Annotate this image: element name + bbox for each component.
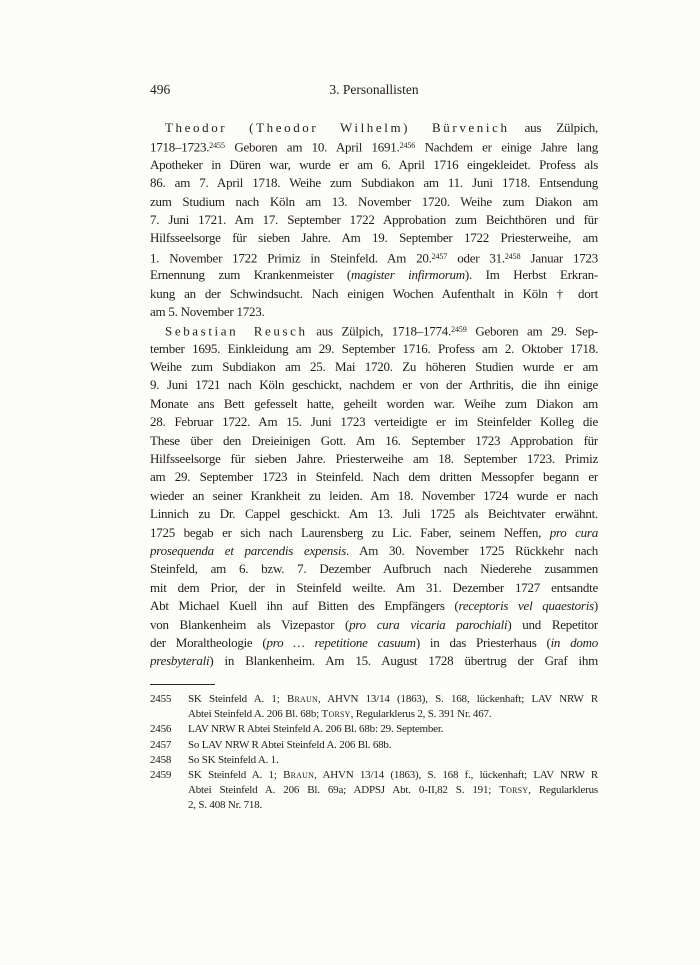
italic-latin-phrase: receptoris vel quaestoris (458, 598, 594, 614)
text-line (188, 692, 598, 707)
text-run: Ernennung zum Krankenmeister ( (150, 267, 351, 283)
footnote-text (188, 738, 598, 753)
text-line (150, 229, 598, 247)
text-run: So LAV NRW R Abtei Steinfeld A. 206 Bl. 68b. (188, 738, 392, 751)
text-run: kung an der Schwindsucht. Nach einigen Wochen Aufenthalt in Köln † dort (150, 285, 598, 301)
footnote-number: 2459 (150, 768, 172, 781)
text-line (188, 768, 598, 783)
person-name-letterspaced: Sebastian Reusch (165, 323, 308, 339)
text-run: 28. Februar 1722. Am 15. Juni 1723 verteidigte er im Steinfelder Kolleg die (150, 414, 598, 430)
footnote-2457 (150, 738, 598, 753)
text-run: Linnich zu Dr. Cappel geschickt. Am 13. Juli 1725 als Beichtvater erwähnt. (150, 506, 598, 522)
italic-latin-phrase: magister infirmorum (351, 267, 465, 283)
text-line (150, 597, 598, 615)
text-line (150, 340, 598, 358)
running-title: 3. Personallisten (329, 82, 419, 97)
text-run: Abtei Steinfeld A. 206 Bl. 69a; ADPSJ Abt. 0-II,82 S. 191; (188, 784, 500, 797)
text-line (150, 395, 598, 413)
text-line (150, 119, 598, 137)
text-line (150, 542, 598, 560)
text-line (150, 248, 598, 266)
text-run: Monate ans Bett gefesselt hatte, geheilt worden war. Weihe zum Diakon am (150, 395, 598, 411)
text-line (150, 174, 598, 192)
text-run: ) und Repetitor (507, 616, 598, 632)
footnote-text (188, 768, 598, 814)
footnote-text (188, 753, 598, 768)
text-line (188, 783, 598, 798)
text-run: Geboren am 29. Sep- (466, 323, 598, 339)
text-run: , Regularklerus 2, S. 391 Nr. 467. (350, 708, 492, 721)
text-line (150, 376, 598, 394)
text-run: Hilfsseelsorge für sieben Jahre. Priesterweihe am 18. September 1723. Primiz (150, 451, 598, 467)
text-run: ). Im Herbst Erkran- (464, 267, 598, 283)
text-run: 7. Juni 1721. Am 17. September 1722 Approbation zum Beichthören und für (150, 211, 598, 227)
text-line (188, 798, 598, 813)
footnote-number: 2458 (150, 753, 172, 766)
text-run: der Moraltheologie ( (150, 634, 267, 650)
italic-latin-phrase: pro cura (549, 524, 598, 540)
text-line (150, 413, 598, 431)
footnote-separator-rule (150, 684, 215, 685)
text-run: Abtei Steinfeld A. 206 Bl. 68b; (188, 708, 322, 721)
text-run: ) (593, 598, 598, 614)
author-smallcaps: Torsy (499, 784, 529, 797)
italic-latin-phrase: presbyterali (150, 653, 210, 669)
footnote-reference: 2457 (431, 251, 448, 261)
text-run: aus Zülpich, 1718–1774. (307, 323, 452, 339)
footnote-2456 (150, 722, 598, 737)
footnote-reference: 2458 (504, 251, 521, 261)
page-number: 496 (150, 82, 171, 97)
text-run: Nachdem er einige Jahre lang (415, 139, 598, 155)
text-line (150, 505, 598, 523)
text-line (150, 358, 598, 376)
text-line (150, 303, 598, 321)
text-run: zum Studium nach Köln am 13. November 1720. Weihe zum Diakon am (150, 193, 598, 209)
text-line (150, 652, 598, 670)
text-run: ) in das Priesterhaus ( (415, 634, 551, 650)
text-run: tember 1695. Einkleidung am 29. September 1716. Profess am 2. Oktober 1718. (150, 340, 598, 356)
text-run: von Blankenheim als Vizepastor ( (150, 616, 350, 632)
text-run: Geboren am 10. April 1691. (224, 139, 400, 155)
italic-latin-phrase: in domo (550, 634, 598, 650)
text-run: Weihe zum Subdiakon am 25. Mai 1720. Zu höheren Studien wurde er am (150, 359, 598, 375)
text-run: Januar 1723 (520, 250, 598, 266)
footnote-reference: 2456 (399, 141, 416, 151)
footnote-reference: 2459 (451, 325, 467, 335)
text-run: 1. November 1722 Primiz in Steinfeld. Am 20. (150, 250, 432, 266)
text-run: ) in Blankenheim. Am 15. August 1728 übertrug der Graf ihm (209, 653, 598, 669)
footnote-text (188, 692, 598, 722)
text-run: Abt Michael Kuell ihn auf Bitten des Empfängers ( (150, 598, 459, 614)
text-line (150, 137, 598, 155)
text-line (150, 211, 598, 229)
text-run: . Am 30. November 1725 Rückkehr nach (346, 542, 598, 558)
main-text-column (150, 119, 598, 671)
author-smallcaps: Torsy (321, 708, 351, 721)
text-line (150, 285, 598, 303)
footnotes-block (150, 692, 598, 814)
text-run: So SK Steinfeld A. 1. (188, 753, 279, 766)
text-run: 9. Juni 1721 nach Köln geschickt, nachdem er von der Arthritis, die ihn einige (150, 377, 598, 393)
text-run: , Regularklerus (528, 784, 598, 797)
italic-latin-phrase: prosequenda et parcendis expensis (150, 542, 347, 558)
text-run: SK Steinfeld A. 1; (188, 768, 284, 781)
text-run: Apotheker in Düren war, wurde er am 6. April 1716 eingekleidet. Profess als (150, 156, 598, 172)
text-line (150, 432, 598, 450)
footnote-2459 (150, 768, 598, 814)
person-name-letterspaced: Theodor (Theodor Wilhelm) Bürvenich (165, 120, 510, 135)
text-line (150, 634, 598, 652)
text-run: 2, S. 408 Nr. 718. (188, 799, 263, 812)
text-run: oder 31. (447, 250, 505, 266)
italic-latin-phrase: pro … repetitione casuum (266, 634, 416, 650)
text-line (150, 450, 598, 468)
text-line (150, 156, 598, 174)
text-run: , AHVN 13/14 (1863), S. 168 f., lückenhaft; LAV NRW R (314, 768, 598, 781)
text-line (150, 560, 598, 578)
text-line (188, 707, 598, 722)
footnote-number: 2457 (150, 738, 172, 751)
text-line (150, 524, 598, 542)
text-line (150, 487, 598, 505)
footnote-reference: 2455 (209, 141, 225, 151)
text-run: am 29. September 1723 in Steinfeld. Nach dem dritten Messopfer begann er (150, 469, 598, 485)
footnote-text (188, 722, 598, 737)
text-line (150, 616, 598, 634)
footnote-number: 2455 (150, 693, 172, 705)
text-line (150, 468, 598, 486)
text-line (150, 321, 598, 339)
author-smallcaps: Braun (286, 693, 318, 705)
text-run: Hilfsseelsorge für sieben Jahre. Am 19. September 1722 Priesterweihe, am (150, 230, 598, 246)
text-line (150, 193, 598, 211)
text-run: 1725 begab er sich nach Laurensberg zu Lic. Faber, seinem Neffen, (150, 524, 550, 540)
text-run: LAV NRW R Abtei Steinfeld A. 206 Bl. 68b: 29. September. (188, 723, 444, 736)
text-line (150, 579, 598, 597)
footnote-2458 (150, 753, 598, 768)
italic-latin-phrase: pro cura vicaria parochiali (349, 616, 508, 632)
text-line (150, 266, 598, 284)
footnote-number: 2456 (150, 723, 172, 736)
author-smallcaps: Braun (283, 768, 315, 781)
text-run: aus Zülpich, (509, 120, 598, 135)
running-header (150, 81, 598, 99)
text-run: 1718–1723. (150, 139, 210, 155)
text-run: , AHVN 13/14 (1863), S. 168, lückenhaft; LAV NRW R (317, 693, 598, 705)
entry-theodor-buervenich (150, 119, 598, 321)
text-line (188, 738, 598, 753)
entry-sebastian-reusch (150, 321, 598, 670)
text-run: SK Steinfeld A. 1; (188, 693, 287, 705)
text-run: wieder an seiner Krankheit zu leiden. Am 18. November 1724 wurde er nach (150, 487, 598, 503)
text-run: mit dem Prior, der in Steinfeld weilte. Am 31. Dezember 1727 entsandte (150, 579, 598, 595)
text-run: Steinfeld, am 6. bzw. 7. Dezember Aufbruch nach Niederehe zusammen (150, 561, 598, 577)
text-run: These über den Dreieinigen Gott. Am 16. September 1723 Approbation für (150, 432, 598, 448)
footnote-2455 (150, 692, 598, 722)
text-line (188, 753, 598, 768)
text-line (188, 722, 598, 737)
text-run: 86. am 7. April 1718. Weihe zum Subdiakon am 11. Juni 1718. Entsendung (150, 175, 598, 191)
text-run: am 5. November 1723. (150, 303, 265, 319)
